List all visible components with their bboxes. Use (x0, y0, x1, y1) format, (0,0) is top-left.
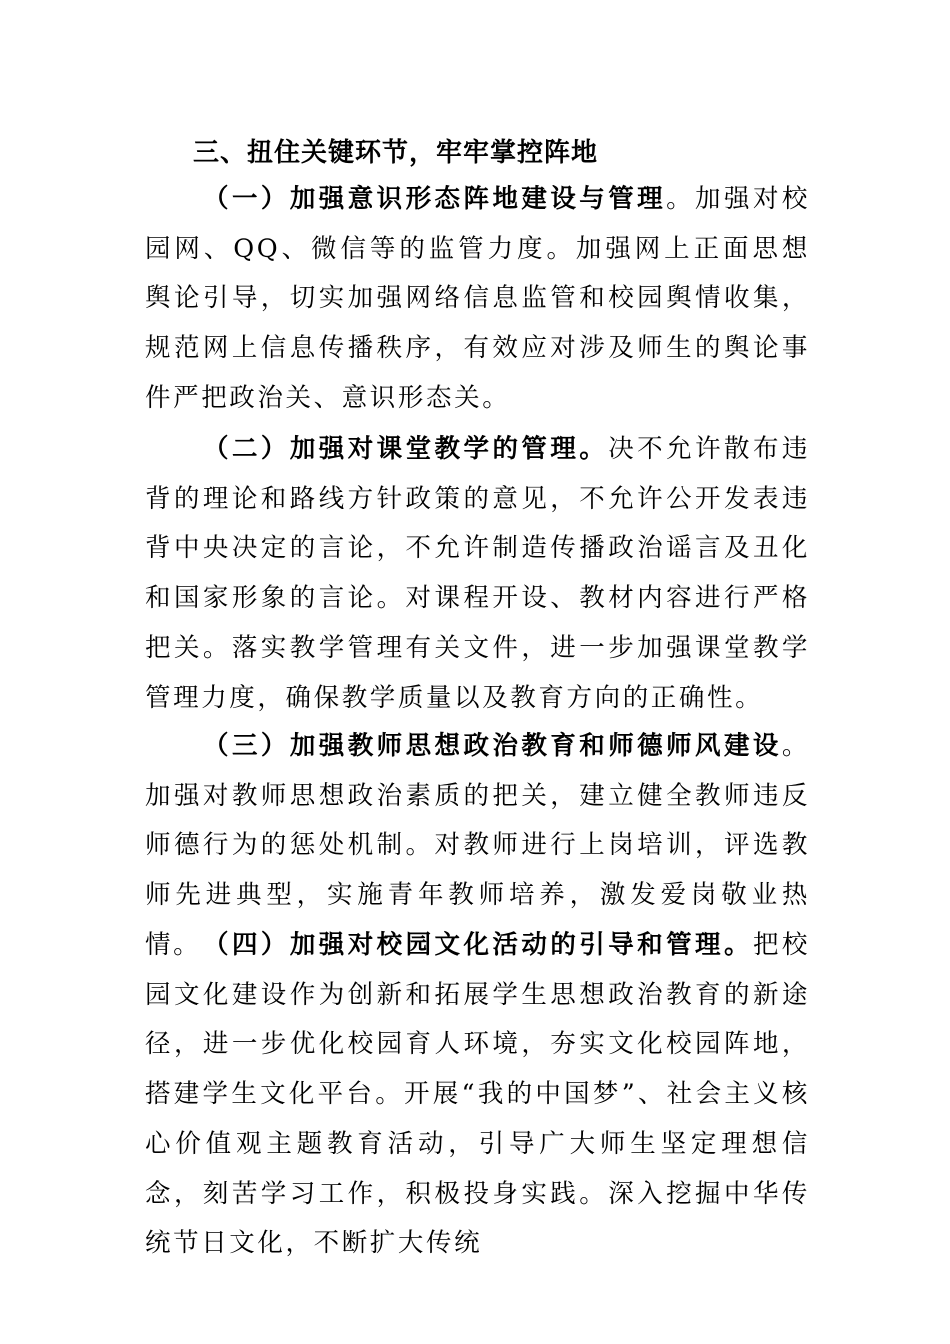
paragraph-2-body: 决不允许散布违背的理论和路线方针政策的意见，不允许公开发表违背中央决定的言论，不允许制造传播政治谣言及丑化和国家形象的言论。对课程开设、教材内容进行严格把关。落实教学管理有关文件，进一步加强课堂教学管理力度，确保教学质量以及教育方向的正确性。 (145, 434, 811, 713)
paragraph-2 (145, 425, 810, 723)
paragraph-4-lead: （四）加强对校园文化活动的引导和管理。 (203, 930, 753, 960)
paragraph-1-lead: （一）加强意识形态阵地建设与管理 (203, 184, 667, 214)
paragraph-3-lead: （三）加强教师思想政治教育和师德师风建设 (203, 731, 782, 761)
paragraph-2-lead: （二）加强对课堂教学的管理。 (203, 434, 609, 464)
paragraph-1 (145, 175, 810, 424)
paragraph-4-body: 把校园文化建设作为创新和拓展学生思想政治教育的新途径，进一步优化校园育人环境，夯实文化校园阵地，搭建学生文化平台。开展“我的中国梦”、社会主义核心价值观主题教育活动，引导广大师生坚定理想信念，刻苦学习工作，积极投身实践。深入挖掘中华传统节日文化，不断扩大传统 (145, 930, 810, 1259)
paragraph-3-body: 。加强对教师思想政治素质的把关，建立健全教师违反师德行为的惩处机制。对教师进行上岗培训，评选教师先进典型，实施青年教师培养，激发爱岗敬业热情。 (145, 731, 810, 960)
section-heading: 三、扭住关键环节，牢牢掌控阵地 (193, 138, 599, 168)
paragraph-4 (145, 921, 810, 1269)
paragraph-1-body: 。加强对校园网、QQ、微信等的监管力度。加强网上正面思想舆论引导，切实加强网络信息监管和校园舆情收集，规范网上信息传播秩序，有效应对涉及师生的舆论事件严把政治关、意识形态关。 (145, 184, 810, 413)
